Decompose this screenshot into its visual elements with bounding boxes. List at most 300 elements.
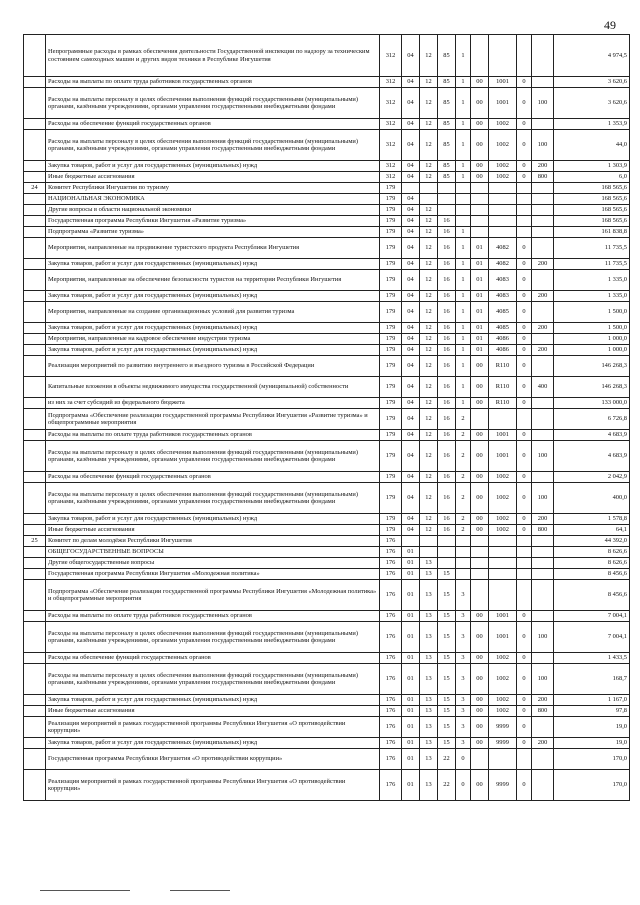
row-amount: 44,0 bbox=[554, 130, 630, 161]
sub-code: 0 bbox=[517, 302, 532, 323]
row-description: Расходы на выплаты по оплате труда работников государственных органов bbox=[46, 611, 380, 622]
subsection-code: 12 bbox=[420, 356, 438, 377]
event-code bbox=[471, 749, 489, 770]
expense-type-code: 100 bbox=[532, 88, 554, 119]
subsection-code: 12 bbox=[420, 377, 438, 398]
event-code: 00 bbox=[471, 119, 489, 130]
row-description: Мероприятия, направленные на продвижение туристского продукта Республики Ингушетия bbox=[46, 238, 380, 259]
ministry-code: 179 bbox=[380, 270, 402, 291]
sub-code bbox=[517, 547, 532, 558]
expense-type-code bbox=[532, 770, 554, 801]
row-number bbox=[24, 622, 46, 653]
table-row bbox=[24, 653, 630, 664]
ministry-code: 179 bbox=[380, 238, 402, 259]
program-code: 16 bbox=[438, 398, 456, 409]
subsection-code: 12 bbox=[420, 525, 438, 536]
subsection-code: 13 bbox=[420, 770, 438, 801]
expense-type-code bbox=[532, 194, 554, 205]
row-number bbox=[24, 514, 46, 525]
event-code: 01 bbox=[471, 302, 489, 323]
expense-type-code bbox=[532, 547, 554, 558]
event-code bbox=[471, 409, 489, 430]
event-code: 00 bbox=[471, 717, 489, 738]
row-amount: 168 565,6 bbox=[554, 205, 630, 216]
program-code: 15 bbox=[438, 738, 456, 749]
table-row bbox=[24, 172, 630, 183]
sub-code: 0 bbox=[517, 738, 532, 749]
row-number bbox=[24, 409, 46, 430]
sub-code: 0 bbox=[517, 130, 532, 161]
table-row bbox=[24, 622, 630, 653]
table-row bbox=[24, 738, 630, 749]
table-row bbox=[24, 302, 630, 323]
row-number bbox=[24, 334, 46, 345]
direction-code: 4082 bbox=[489, 259, 517, 270]
direction-code: 1002 bbox=[489, 161, 517, 172]
event-code: 01 bbox=[471, 238, 489, 259]
table-row bbox=[24, 183, 630, 194]
program-code bbox=[438, 547, 456, 558]
direction-code: 1002 bbox=[489, 706, 517, 717]
section-code: 04 bbox=[402, 514, 420, 525]
row-number bbox=[24, 88, 46, 119]
section-code: 04 bbox=[402, 291, 420, 302]
expense-type-code: 100 bbox=[532, 622, 554, 653]
row-number: 24 bbox=[24, 183, 46, 194]
table-row bbox=[24, 35, 630, 77]
section-code: 04 bbox=[402, 194, 420, 205]
event-code: 00 bbox=[471, 430, 489, 441]
row-description: Мероприятия, направленные на обеспечение безопасности туристов на территории Республики Ингушетия bbox=[46, 270, 380, 291]
direction-code: 1001 bbox=[489, 430, 517, 441]
subprogram-code: 2 bbox=[456, 525, 471, 536]
subsection-code: 12 bbox=[420, 259, 438, 270]
table-body bbox=[24, 35, 630, 801]
row-amount: 6,0 bbox=[554, 172, 630, 183]
program-code: 16 bbox=[438, 291, 456, 302]
row-description: Государственная программа Республики Ингушетия «О противодействии коррупции» bbox=[46, 749, 380, 770]
expense-type-code: 100 bbox=[532, 483, 554, 514]
section-code: 01 bbox=[402, 738, 420, 749]
sub-code: 0 bbox=[517, 622, 532, 653]
expense-type-code bbox=[532, 216, 554, 227]
direction-code bbox=[489, 409, 517, 430]
ministry-code: 179 bbox=[380, 441, 402, 472]
row-amount: 146 268,3 bbox=[554, 356, 630, 377]
row-description: Реализация мероприятий в рамках государственной программы Республики Ингушетия «О противодействии коррупции» bbox=[46, 770, 380, 801]
program-code: 16 bbox=[438, 323, 456, 334]
expense-type-code bbox=[532, 302, 554, 323]
subprogram-code: 1 bbox=[456, 323, 471, 334]
expense-type-code bbox=[532, 717, 554, 738]
subsection-code: 12 bbox=[420, 35, 438, 77]
row-number bbox=[24, 398, 46, 409]
subsection-code: 13 bbox=[420, 569, 438, 580]
section-code: 01 bbox=[402, 558, 420, 569]
ministry-code: 179 bbox=[380, 205, 402, 216]
row-amount: 1 335,0 bbox=[554, 270, 630, 291]
subsection-code: 13 bbox=[420, 611, 438, 622]
direction-code: 4085 bbox=[489, 302, 517, 323]
expense-type-code bbox=[532, 653, 554, 664]
sub-code: 0 bbox=[517, 238, 532, 259]
section-code: 04 bbox=[402, 161, 420, 172]
section-code: 04 bbox=[402, 270, 420, 291]
subsection-code: 12 bbox=[420, 172, 438, 183]
table-row bbox=[24, 695, 630, 706]
row-amount: 7 004,1 bbox=[554, 611, 630, 622]
row-number bbox=[24, 270, 46, 291]
direction-code: 4086 bbox=[489, 334, 517, 345]
row-amount: 133 000,0 bbox=[554, 398, 630, 409]
ministry-code: 176 bbox=[380, 547, 402, 558]
section-code: 04 bbox=[402, 441, 420, 472]
subsection-code: 12 bbox=[420, 483, 438, 514]
sub-code bbox=[517, 216, 532, 227]
direction-code bbox=[489, 194, 517, 205]
event-code: 00 bbox=[471, 377, 489, 398]
subprogram-code: 3 bbox=[456, 717, 471, 738]
table-row bbox=[24, 611, 630, 622]
expense-type-code: 200 bbox=[532, 259, 554, 270]
row-description: Расходы на обеспечение функций государственных органов bbox=[46, 653, 380, 664]
ministry-code: 179 bbox=[380, 525, 402, 536]
subsection-code bbox=[420, 194, 438, 205]
ministry-code: 179 bbox=[380, 302, 402, 323]
subprogram-code: 1 bbox=[456, 302, 471, 323]
section-code: 01 bbox=[402, 770, 420, 801]
program-code: 16 bbox=[438, 430, 456, 441]
row-amount: 1 500,0 bbox=[554, 302, 630, 323]
row-number bbox=[24, 653, 46, 664]
row-amount: 400,0 bbox=[554, 483, 630, 514]
subprogram-code bbox=[456, 536, 471, 547]
section-code: 04 bbox=[402, 259, 420, 270]
row-description: Подпрограмма «Обеспечение реализации государственной программы Республики Ингушетия «Молодежная политика» и общепрограммные мероприятия bbox=[46, 580, 380, 611]
event-code: 01 bbox=[471, 323, 489, 334]
section-code: 04 bbox=[402, 238, 420, 259]
subprogram-code: 3 bbox=[456, 695, 471, 706]
event-code: 00 bbox=[471, 130, 489, 161]
subsection-code: 13 bbox=[420, 695, 438, 706]
event-code: 00 bbox=[471, 695, 489, 706]
direction-code: 1002 bbox=[489, 695, 517, 706]
table-row bbox=[24, 259, 630, 270]
expense-type-code bbox=[532, 580, 554, 611]
sub-code: 0 bbox=[517, 525, 532, 536]
row-amount: 168 565,6 bbox=[554, 183, 630, 194]
expense-type-code bbox=[532, 472, 554, 483]
sub-code: 0 bbox=[517, 291, 532, 302]
table-row bbox=[24, 398, 630, 409]
program-code: 16 bbox=[438, 334, 456, 345]
ministry-code: 312 bbox=[380, 119, 402, 130]
sub-code bbox=[517, 749, 532, 770]
subsection-code: 12 bbox=[420, 334, 438, 345]
sub-code: 0 bbox=[517, 88, 532, 119]
table-row bbox=[24, 377, 630, 398]
table-row bbox=[24, 483, 630, 514]
row-number bbox=[24, 664, 46, 695]
row-number bbox=[24, 483, 46, 514]
section-code: 04 bbox=[402, 119, 420, 130]
direction-code: 1001 bbox=[489, 77, 517, 88]
budget-table bbox=[23, 34, 630, 801]
ministry-code: 176 bbox=[380, 580, 402, 611]
subprogram-code bbox=[456, 569, 471, 580]
subsection-code: 12 bbox=[420, 472, 438, 483]
event-code: 00 bbox=[471, 514, 489, 525]
subsection-code: 12 bbox=[420, 270, 438, 291]
expense-type-code: 200 bbox=[532, 323, 554, 334]
expense-type-code bbox=[532, 430, 554, 441]
table-row bbox=[24, 345, 630, 356]
subsection-code: 13 bbox=[420, 706, 438, 717]
direction-code bbox=[489, 558, 517, 569]
section-code: 04 bbox=[402, 409, 420, 430]
table-row bbox=[24, 547, 630, 558]
sub-code: 0 bbox=[517, 770, 532, 801]
expense-type-code: 200 bbox=[532, 695, 554, 706]
expense-type-code bbox=[532, 356, 554, 377]
ministry-code: 312 bbox=[380, 161, 402, 172]
direction-code: 1002 bbox=[489, 119, 517, 130]
subprogram-code: 3 bbox=[456, 580, 471, 611]
table-row bbox=[24, 749, 630, 770]
ministry-code: 179 bbox=[380, 514, 402, 525]
row-description: Иные бюджетные ассигнования bbox=[46, 525, 380, 536]
table-row bbox=[24, 580, 630, 611]
row-number bbox=[24, 749, 46, 770]
table-row bbox=[24, 409, 630, 430]
table-row bbox=[24, 194, 630, 205]
row-amount: 11 735,5 bbox=[554, 238, 630, 259]
subprogram-code: 3 bbox=[456, 622, 471, 653]
row-description: Комитет Республики Ингушетия по туризму bbox=[46, 183, 380, 194]
program-code: 16 bbox=[438, 227, 456, 238]
direction-code: 9999 bbox=[489, 717, 517, 738]
event-code bbox=[471, 35, 489, 77]
ministry-code: 176 bbox=[380, 569, 402, 580]
page-number: 49 bbox=[604, 18, 616, 32]
subprogram-code: 2 bbox=[456, 409, 471, 430]
row-amount: 44 392,0 bbox=[554, 536, 630, 547]
subprogram-code: 2 bbox=[456, 514, 471, 525]
section-code: 04 bbox=[402, 345, 420, 356]
program-code: 22 bbox=[438, 770, 456, 801]
subprogram-code: 1 bbox=[456, 88, 471, 119]
event-code bbox=[471, 194, 489, 205]
section-code: 04 bbox=[402, 205, 420, 216]
direction-code bbox=[489, 205, 517, 216]
expense-type-code bbox=[532, 35, 554, 77]
row-amount: 4 683,9 bbox=[554, 441, 630, 472]
subsection-code: 12 bbox=[420, 514, 438, 525]
row-number bbox=[24, 706, 46, 717]
row-number bbox=[24, 130, 46, 161]
row-number bbox=[24, 172, 46, 183]
program-code: 16 bbox=[438, 525, 456, 536]
event-code: 01 bbox=[471, 259, 489, 270]
row-number bbox=[24, 259, 46, 270]
subsection-code bbox=[420, 183, 438, 194]
row-description: Расходы на выплаты персоналу в целях обеспечения выполнения функций государственными (муниципальными) органами, казёнными учреждениями, органами управления государственными внебюджетными фондами bbox=[46, 130, 380, 161]
section-code bbox=[402, 536, 420, 547]
event-code: 00 bbox=[471, 653, 489, 664]
row-number bbox=[24, 547, 46, 558]
row-amount: 3 620,6 bbox=[554, 77, 630, 88]
row-number: 25 bbox=[24, 536, 46, 547]
sub-code: 0 bbox=[517, 717, 532, 738]
row-description: Расходы на обеспечение функций государственных органов bbox=[46, 472, 380, 483]
expense-type-code bbox=[532, 611, 554, 622]
row-description: Иные бюджетные ассигнования bbox=[46, 706, 380, 717]
event-code bbox=[471, 227, 489, 238]
event-code: 00 bbox=[471, 77, 489, 88]
row-description: Расходы на выплаты персоналу в целях обеспечения выполнения функций государственными (муниципальными) органами, казёнными учреждениями, органами управления государственными внебюджетными фондами bbox=[46, 483, 380, 514]
event-code bbox=[471, 580, 489, 611]
row-description: Иные бюджетные ассигнования bbox=[46, 172, 380, 183]
sub-code: 0 bbox=[517, 259, 532, 270]
sub-code: 0 bbox=[517, 472, 532, 483]
sub-code bbox=[517, 205, 532, 216]
event-code: 00 bbox=[471, 172, 489, 183]
ministry-code: 176 bbox=[380, 611, 402, 622]
section-code: 04 bbox=[402, 323, 420, 334]
row-description: Расходы на обеспечение функций государственных органов bbox=[46, 119, 380, 130]
program-code: 85 bbox=[438, 130, 456, 161]
row-number bbox=[24, 611, 46, 622]
table-row bbox=[24, 334, 630, 345]
row-description: Государственная программа Республики Ингушетия «Развитие туризма» bbox=[46, 216, 380, 227]
direction-code: 1001 bbox=[489, 622, 517, 653]
section-code: 01 bbox=[402, 653, 420, 664]
sub-code: 0 bbox=[517, 323, 532, 334]
event-code bbox=[471, 205, 489, 216]
ministry-code: 179 bbox=[380, 398, 402, 409]
subsection-code bbox=[420, 547, 438, 558]
row-amount: 19,0 bbox=[554, 738, 630, 749]
sub-code bbox=[517, 409, 532, 430]
subsection-code: 13 bbox=[420, 580, 438, 611]
subsection-code: 12 bbox=[420, 216, 438, 227]
event-code bbox=[471, 183, 489, 194]
row-description: из них за счет субсидий из федерального бюджета bbox=[46, 398, 380, 409]
row-number bbox=[24, 770, 46, 801]
subsection-code: 12 bbox=[420, 119, 438, 130]
program-code: 15 bbox=[438, 611, 456, 622]
subsection-code: 12 bbox=[420, 227, 438, 238]
subsection-code: 13 bbox=[420, 653, 438, 664]
table-row bbox=[24, 514, 630, 525]
ministry-code: 179 bbox=[380, 377, 402, 398]
event-code bbox=[471, 558, 489, 569]
row-amount: 3 620,6 bbox=[554, 88, 630, 119]
row-number bbox=[24, 161, 46, 172]
direction-code: R110 bbox=[489, 356, 517, 377]
program-code bbox=[438, 194, 456, 205]
row-description: Закупка товаров, работ и услуг для государственных (муниципальных) нужд bbox=[46, 291, 380, 302]
ministry-code: 179 bbox=[380, 356, 402, 377]
row-amount: 168,7 bbox=[554, 664, 630, 695]
program-code: 15 bbox=[438, 622, 456, 653]
direction-code bbox=[489, 216, 517, 227]
subprogram-code: 1 bbox=[456, 35, 471, 77]
program-code: 16 bbox=[438, 345, 456, 356]
ministry-code: 176 bbox=[380, 664, 402, 695]
table-row bbox=[24, 216, 630, 227]
row-description: Закупка товаров, работ и услуг для государственных (муниципальных) нужд bbox=[46, 259, 380, 270]
expense-type-code: 200 bbox=[532, 514, 554, 525]
row-number bbox=[24, 430, 46, 441]
row-amount: 64,1 bbox=[554, 525, 630, 536]
ministry-code: 176 bbox=[380, 738, 402, 749]
sub-code: 0 bbox=[517, 334, 532, 345]
direction-code bbox=[489, 183, 517, 194]
event-code: 00 bbox=[471, 706, 489, 717]
section-code: 01 bbox=[402, 580, 420, 611]
subprogram-code: 1 bbox=[456, 77, 471, 88]
ministry-code: 176 bbox=[380, 695, 402, 706]
table-row bbox=[24, 706, 630, 717]
ministry-code: 176 bbox=[380, 622, 402, 653]
row-amount: 1 433,5 bbox=[554, 653, 630, 664]
row-description: Реализация мероприятий по развитию внутреннего и въездного туризма в Российской Федерации bbox=[46, 356, 380, 377]
program-code: 16 bbox=[438, 441, 456, 472]
subprogram-code: 3 bbox=[456, 706, 471, 717]
section-code: 01 bbox=[402, 695, 420, 706]
row-number bbox=[24, 717, 46, 738]
subprogram-code: 1 bbox=[456, 270, 471, 291]
row-amount: 1 303,9 bbox=[554, 161, 630, 172]
event-code: 00 bbox=[471, 398, 489, 409]
ministry-code: 179 bbox=[380, 334, 402, 345]
table-row bbox=[24, 717, 630, 738]
expense-type-code bbox=[532, 205, 554, 216]
direction-code: 1002 bbox=[489, 525, 517, 536]
subprogram-code: 1 bbox=[456, 398, 471, 409]
subprogram-code: 0 bbox=[456, 770, 471, 801]
row-amount: 8 626,6 bbox=[554, 558, 630, 569]
row-description: Другие вопросы в области национальной экономики bbox=[46, 205, 380, 216]
table-row bbox=[24, 270, 630, 291]
expense-type-code: 800 bbox=[532, 525, 554, 536]
row-amount: 11 735,5 bbox=[554, 259, 630, 270]
subsection-code: 12 bbox=[420, 161, 438, 172]
ministry-code: 179 bbox=[380, 216, 402, 227]
row-description: Капитальные вложения в объекты недвижимого имущества государственной (муниципальной) собственности bbox=[46, 377, 380, 398]
expense-type-code: 200 bbox=[532, 291, 554, 302]
subsection-code: 13 bbox=[420, 664, 438, 695]
direction-code: 1001 bbox=[489, 441, 517, 472]
expense-type-code bbox=[532, 558, 554, 569]
sub-code: 0 bbox=[517, 706, 532, 717]
table-row bbox=[24, 130, 630, 161]
section-code: 04 bbox=[402, 130, 420, 161]
subsection-code: 12 bbox=[420, 323, 438, 334]
row-amount: 146 268,3 bbox=[554, 377, 630, 398]
row-amount: 4 974,5 bbox=[554, 35, 630, 77]
subprogram-code bbox=[456, 205, 471, 216]
sub-code: 0 bbox=[517, 441, 532, 472]
program-code bbox=[438, 558, 456, 569]
program-code bbox=[438, 205, 456, 216]
row-amount: 1 000,0 bbox=[554, 334, 630, 345]
subprogram-code bbox=[456, 216, 471, 227]
subsection-code: 13 bbox=[420, 717, 438, 738]
expense-type-code: 200 bbox=[532, 345, 554, 356]
event-code: 01 bbox=[471, 291, 489, 302]
